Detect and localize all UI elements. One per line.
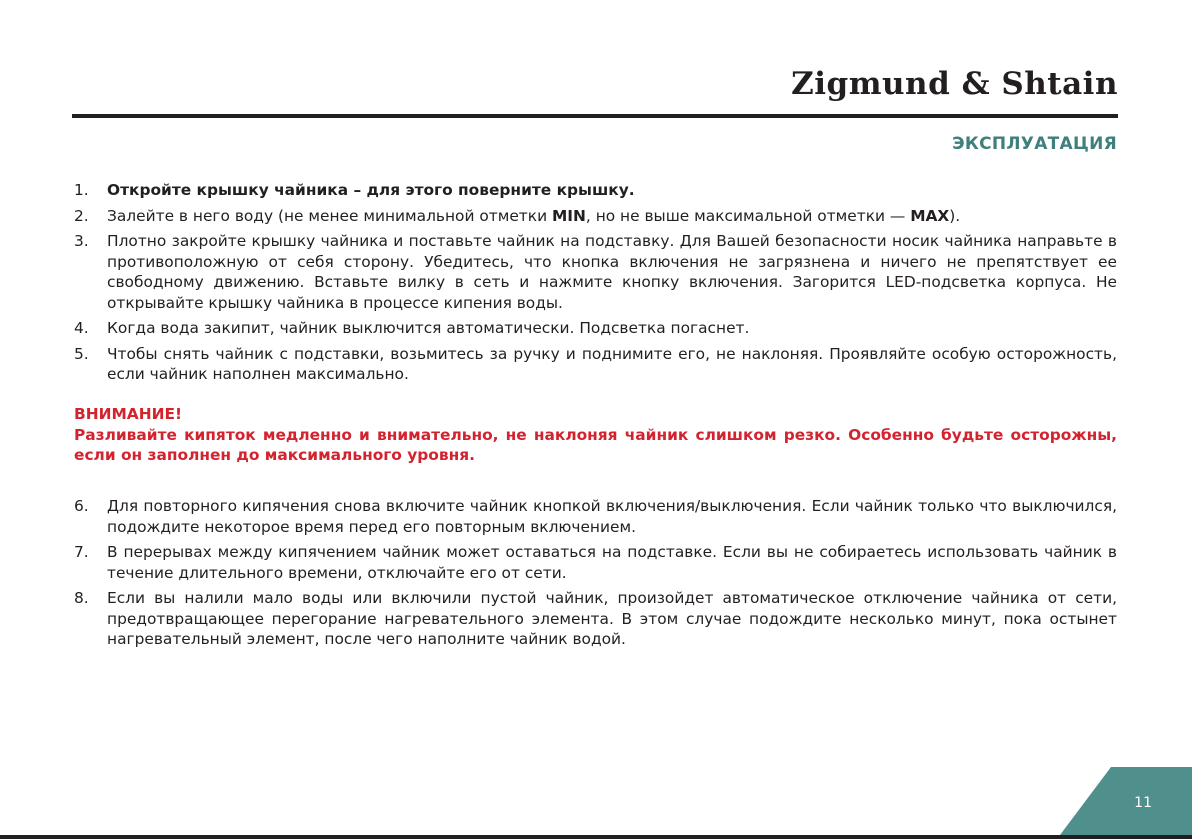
list-item-number: 1. [74,181,89,199]
list-item-text: Чтобы снять чайник с подставки, возьмитесь за ручку и поднимите его, не наклоняя. Проявляйте особую осторожность, если чайник наполнен максимально. [107,344,1117,383]
list-item-number: 2. [74,206,89,225]
footer-rule [0,835,1192,839]
list-item-number: 7. [74,543,89,561]
list-item [74,344,1117,385]
list-item-number: 5. [74,344,89,363]
max-mark: MAX [910,206,950,225]
list-item-number: 3. [74,232,89,250]
list-item-text: , но не выше максимальной отметки — [585,206,911,225]
list-item [74,180,1117,201]
list-item-number: 8. [74,589,89,607]
list-item [74,231,1117,313]
list-item [74,318,1117,339]
section-title: ЭКСПЛУАТАЦИЯ [952,134,1117,154]
list-item-text: Плотно закройте крышку чайника и поставьте чайник на подставку. Для Вашей безопасности носик чайника направьте в противоположную от себя сторону. Убедитесь, что кнопка включения не загрязнена и ничего не препятствует ее свободному движению. Вставьте вилку в сеть и нажмите кнопку включения. Загорится LED-подсветка корпуса. Не открывайте крышку чайника в процессе кипения воды. [107,232,1117,312]
list-item-number: 6. [74,497,89,515]
instruction-list-part-1 [74,180,1117,390]
list-item [74,206,1117,227]
list-item-text: Для повторного кипячения снова включите чайник кнопкой включения/выключения. Если чайник только что выключился, подождите некоторое время перед его повторным включением. [107,497,1117,536]
min-mark: MIN [551,206,586,225]
list-item-text: Если вы налили мало воды или включили пустой чайник, произойдет автоматическое отключение чайника от сети, предотвращающее перегорание нагревательного элемента. В этом случае подождите несколько минут, пока остынет нагревательный элемент, после чего наполните чайник водой. [107,589,1117,648]
list-item-text: Залейте в него воду (не менее минимальной отметки [107,206,552,225]
header-rule [72,114,1118,118]
warning-title: ВНИМАНИЕ! [74,405,183,423]
page-number: 11 [1134,795,1152,811]
list-item-text: Откройте крышку чайника – для этого поверните крышку. [107,181,635,199]
warning-text: Разливайте кипяток медленно и внимательно, не наклоняя чайник слишком резко. Особенно будьте осторожны, если он заполнен до максимального уровня. [74,425,1117,464]
list-item [74,496,1117,537]
list-item-text: В перерывах между кипячением чайник может оставаться на подставке. Если вы не собираетесь использовать чайник в течение длительного времени, отключайте его от сети. [107,543,1117,582]
list-item-text: Когда вода закипит, чайник выключится автоматически. Подсветка погаснет. [107,319,750,337]
brand-logo: Zigmund & Shtain [791,66,1118,102]
list-item [74,588,1117,650]
list-item-number: 4. [74,319,89,337]
page-corner-accent [1057,767,1192,839]
list-item-text: ). [949,206,961,225]
instruction-list-part-2 [74,496,1117,655]
warning-block [74,404,1117,466]
list-item [74,542,1117,583]
